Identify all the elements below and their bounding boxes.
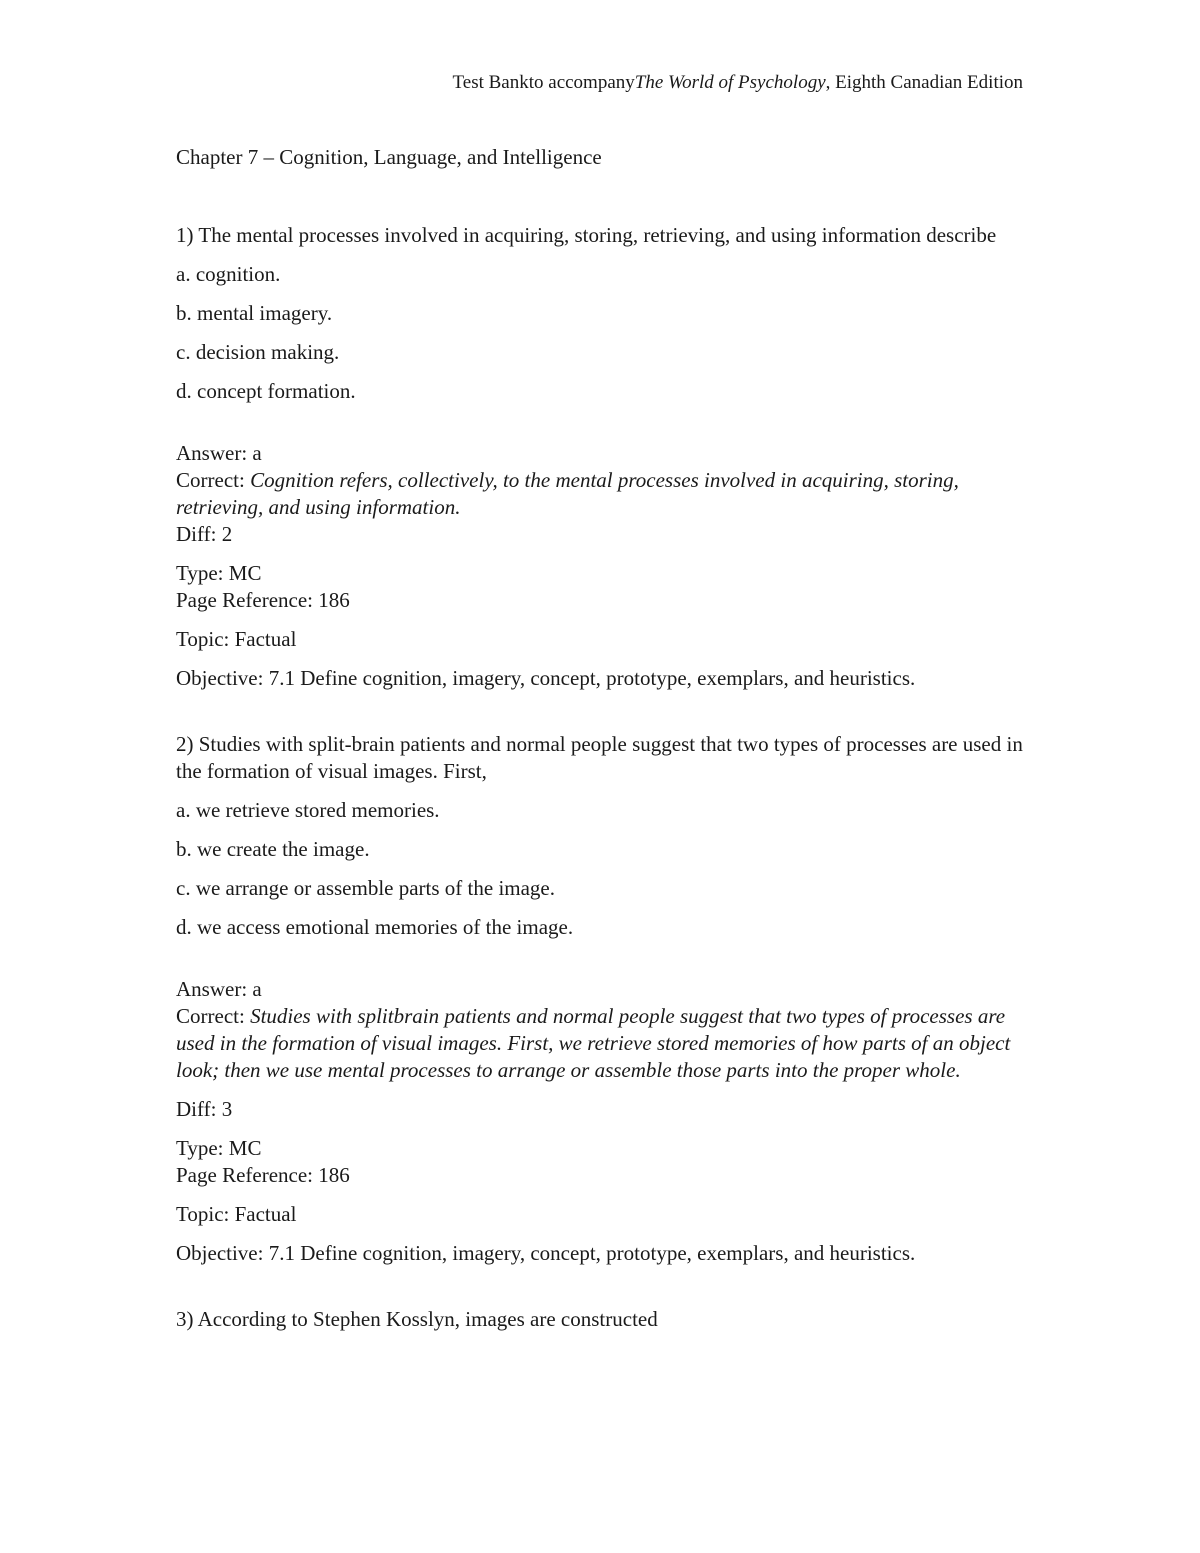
running-header	[452, 71, 1023, 95]
correct-text: Cognition refers, collectively, to the mental processes involved in acquiring, storing, retrieving, and using information.	[176, 468, 959, 519]
difficulty: Diff: 2	[176, 522, 233, 546]
correct-label: Correct:	[176, 468, 251, 492]
answer-option-d: d. concept formation.	[176, 379, 356, 403]
question-type: Type: MC	[176, 561, 262, 585]
answer-option-c: c. decision making.	[176, 340, 340, 364]
objective: Objective: 7.1 Define cognition, imagery, concept, prototype, exemplars, and heuristics.	[176, 1241, 916, 1265]
question-type: Type: MC	[176, 1136, 262, 1160]
correct-explanation	[176, 1003, 1036, 1084]
answer-block	[176, 976, 1036, 1267]
answer-key: Answer: a	[176, 977, 262, 1001]
correct-text: Studies with splitbrain patients and normal people suggest that two types of processes are used in the formation of visual images. First, we retrieve stored memories of how parts of an object look; then we use mental processes to arrange or assemble those parts into the proper whole.	[176, 1004, 1011, 1082]
correct-explanation	[176, 467, 1036, 521]
chapter-title: Chapter 7 – Cognition, Language, and Intelligence	[176, 145, 602, 169]
difficulty: Diff: 3	[176, 1097, 233, 1121]
document-body	[176, 144, 1036, 1345]
answer-option-d: d. we access emotional memories of the image.	[176, 915, 574, 939]
answer-key: Answer: a	[176, 441, 262, 465]
question-stem: 1) The mental processes involved in acquiring, storing, retrieving, and using information describe	[176, 223, 997, 247]
answer-option-c: c. we arrange or assemble parts of the image.	[176, 876, 556, 900]
topic: Topic: Factual	[176, 1202, 297, 1226]
answer-option-a: a. cognition.	[176, 262, 281, 286]
header-book-title: The World of Psychology	[634, 72, 826, 93]
header-suffix: , Eighth Canadian Edition	[825, 72, 1023, 93]
objective: Objective: 7.1 Define cognition, imagery, concept, prototype, exemplars, and heuristics.	[176, 666, 916, 690]
topic: Topic: Factual	[176, 627, 297, 651]
question-3	[176, 1306, 1036, 1333]
correct-label: Correct:	[176, 1004, 251, 1028]
answer-option-b: b. mental imagery.	[176, 301, 333, 325]
page-reference: Page Reference: 186	[176, 588, 350, 612]
question-stem: 3) According to Stephen Kosslyn, images are constructed	[176, 1307, 658, 1331]
question-2	[176, 731, 1036, 1267]
question-stem: 2) Studies with split-brain patients and normal people suggest that two types of processes are used in the formation of visual images. First,	[176, 732, 1023, 783]
answer-block	[176, 440, 1036, 692]
page-reference: Page Reference: 186	[176, 1163, 350, 1187]
answer-option-b: b. we create the image.	[176, 837, 370, 861]
question-1	[176, 222, 1036, 692]
header-prefix: Test Bankto accompany	[452, 72, 635, 93]
answer-option-a: a. we retrieve stored memories.	[176, 798, 440, 822]
